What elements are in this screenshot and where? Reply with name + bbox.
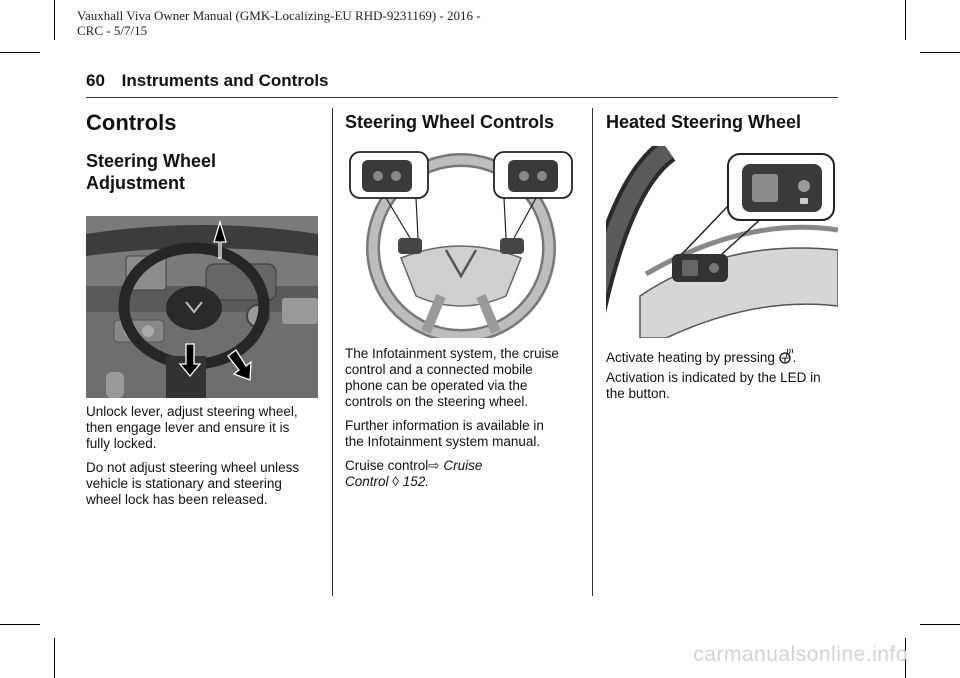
- paragraph: [345, 346, 585, 410]
- text-line: then engage lever and ensure it is: [86, 420, 290, 435]
- crop-mark: [920, 52, 960, 53]
- heated-wheel-description: [606, 348, 846, 410]
- text-line: vehicle is stationary and steering: [86, 476, 282, 491]
- text-line: [345, 474, 585, 490]
- text-line: the Infotainment system manual.: [345, 434, 541, 449]
- column-divider: [332, 108, 333, 596]
- paragraph: [86, 460, 326, 508]
- document-meta-line: Vauxhall Viva Owner Manual (GMK-Localizing-EU RHD-9231169) - 2016 -: [77, 8, 481, 23]
- crop-mark: [54, 638, 55, 678]
- text-line: Further information is available in: [345, 418, 544, 433]
- paragraph: [606, 370, 846, 402]
- paragraph: [606, 348, 846, 366]
- crop-mark: [905, 0, 906, 40]
- adjustment-instructions: [86, 404, 326, 516]
- xref-link[interactable]: Control: [345, 474, 389, 489]
- paragraph: [86, 404, 326, 452]
- xref-link[interactable]: Cruise: [443, 458, 483, 473]
- heated-steering-illustration: [606, 146, 838, 338]
- text-line: wheel lock has been released.: [86, 492, 268, 507]
- text-line: phone can be operated via the: [345, 378, 528, 393]
- heated-steering-wheel-icon: [779, 348, 793, 364]
- paragraph: [345, 418, 585, 450]
- page-number: 60: [86, 71, 105, 90]
- text-line: Do not adjust steering wheel unless: [86, 460, 300, 475]
- text-line: fully locked.: [86, 436, 157, 451]
- xref-page-link[interactable]: 152.: [402, 474, 430, 489]
- text-line: the button.: [606, 386, 670, 401]
- header-rule: [86, 97, 838, 98]
- heading-steering-wheel-controls: Steering Wheel Controls: [345, 112, 555, 132]
- subheading-line: Steering Wheel: [86, 151, 217, 171]
- text-line: Activate heating by pressing: [606, 350, 775, 365]
- page-ref-icon: ◊: [392, 474, 399, 489]
- text-line: controls on the steering wheel.: [345, 394, 529, 409]
- steering-controls-illustration: [346, 146, 576, 338]
- xref-arrow-icon: ⇨: [428, 458, 440, 473]
- text-line: [345, 458, 585, 474]
- heading-controls: Controls: [86, 110, 177, 135]
- document-meta-line: CRC - 5/7/15: [77, 23, 148, 38]
- document-meta: [77, 8, 481, 38]
- steering-adjustment-illustration: [86, 216, 318, 398]
- subheading-steering-wheel-adjustment: [86, 150, 216, 194]
- crop-mark: [54, 0, 55, 40]
- page-header: [86, 71, 329, 91]
- steering-wheel-icon: [346, 146, 576, 338]
- watermark: carmanualsonline.info: [693, 643, 908, 666]
- text-punctuation: .: [792, 350, 797, 365]
- text-line: Activation is indicated by the LED in: [606, 370, 821, 385]
- xref-label: Cruise control: [345, 458, 429, 473]
- subheading-line: Adjustment: [86, 173, 185, 193]
- heated-wheel-button-icon: [606, 146, 838, 338]
- crop-mark: [0, 52, 40, 53]
- dashboard-photo-icon: [86, 216, 318, 398]
- text-line: The Infotainment system, the cruise: [345, 346, 559, 361]
- section-title: Instruments and Controls: [121, 71, 329, 90]
- crop-mark: [0, 624, 40, 625]
- controls-description: [345, 346, 585, 498]
- heading-heated-steering-wheel: Heated Steering Wheel: [606, 112, 802, 132]
- text-line: control and a connected mobile: [345, 362, 533, 377]
- column-divider: [592, 108, 593, 596]
- text-line: Unlock lever, adjust steering wheel,: [86, 404, 298, 419]
- cross-reference: [345, 458, 585, 490]
- crop-mark: [920, 624, 960, 625]
